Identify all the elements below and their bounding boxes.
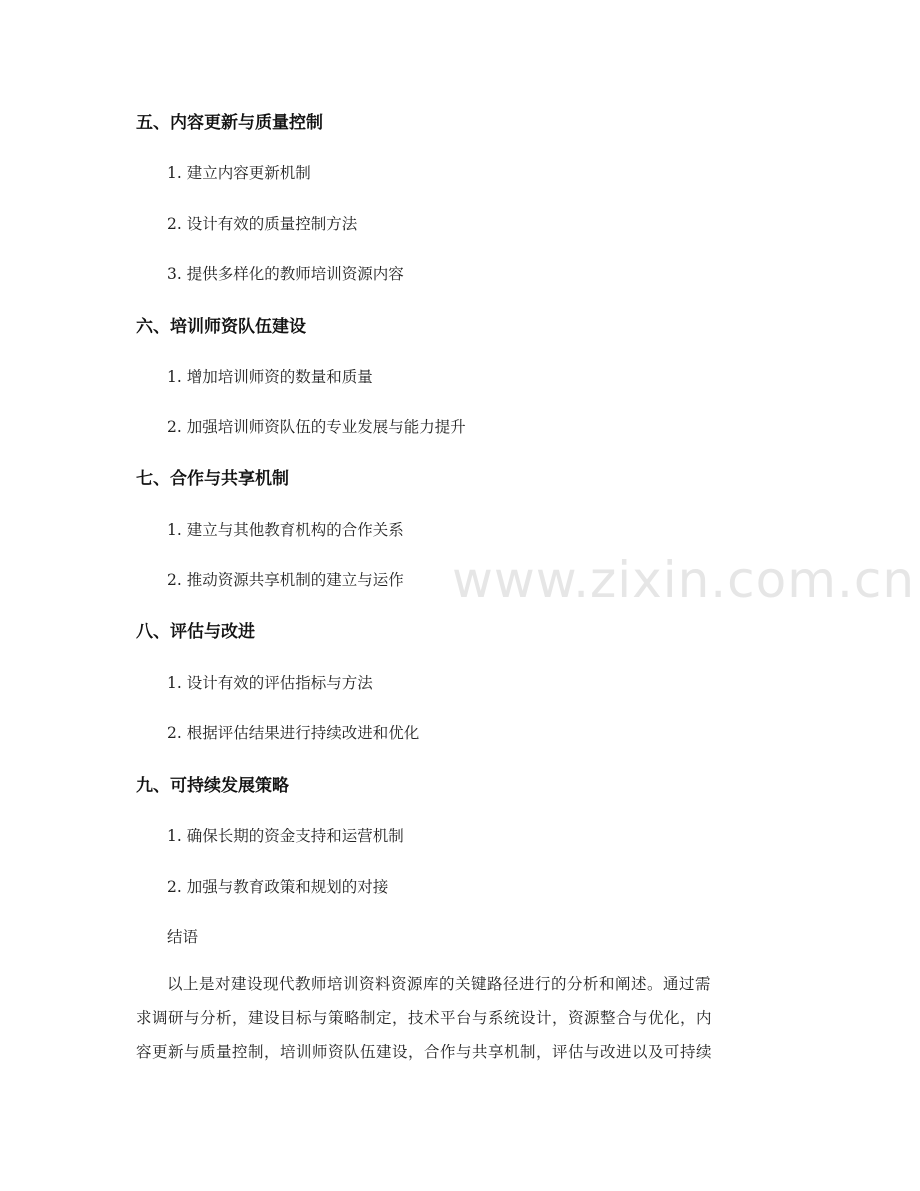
watermark: www.zixin.com.cn — [452, 551, 916, 609]
list-item: 1. 建立与其他教育机构的合作关系 — [167, 521, 404, 539]
conclusion-label: 结语 — [167, 928, 199, 946]
list-item: 2. 根据评估结果进行持续改进和优化 — [167, 724, 420, 742]
list-item: 2. 设计有效的质量控制方法 — [167, 215, 358, 233]
conclusion-paragraph — [136, 967, 786, 1069]
paragraph-line: 以上是对建设现代教师培训资料资源库的关键路径进行的分析和阐述。通过需 — [167, 975, 712, 993]
list-item: 3. 提供多样化的教师培训资源内容 — [167, 265, 404, 283]
list-item: 1. 确保长期的资金支持和运营机制 — [167, 827, 404, 845]
list-item: 1. 设计有效的评估指标与方法 — [167, 674, 373, 692]
section-heading: 八、评估与改进 — [136, 622, 255, 642]
list-item: 2. 推动资源共享机制的建立与运作 — [167, 571, 404, 589]
list-item: 1. 建立内容更新机制 — [167, 164, 311, 182]
list-item: 1. 增加培训师资的数量和质量 — [167, 368, 373, 386]
paragraph-line: 求调研与分析，建设目标与策略制定，技术平台与系统设计，资源整合与优化，内 — [136, 1009, 713, 1027]
section-heading: 六、培训师资队伍建设 — [136, 317, 306, 337]
section-heading: 七、合作与共享机制 — [136, 469, 289, 489]
list-item: 2. 加强与教育政策和规划的对接 — [167, 878, 389, 896]
section-heading: 五、内容更新与质量控制 — [136, 113, 323, 133]
paragraph-line: 容更新与质量控制，培训师资队伍建设，合作与共享机制，评估与改进以及可持续 — [136, 1043, 713, 1061]
list-item: 2. 加强培训师资队伍的专业发展与能力提升 — [167, 418, 466, 436]
section-heading: 九、可持续发展策略 — [136, 776, 289, 796]
